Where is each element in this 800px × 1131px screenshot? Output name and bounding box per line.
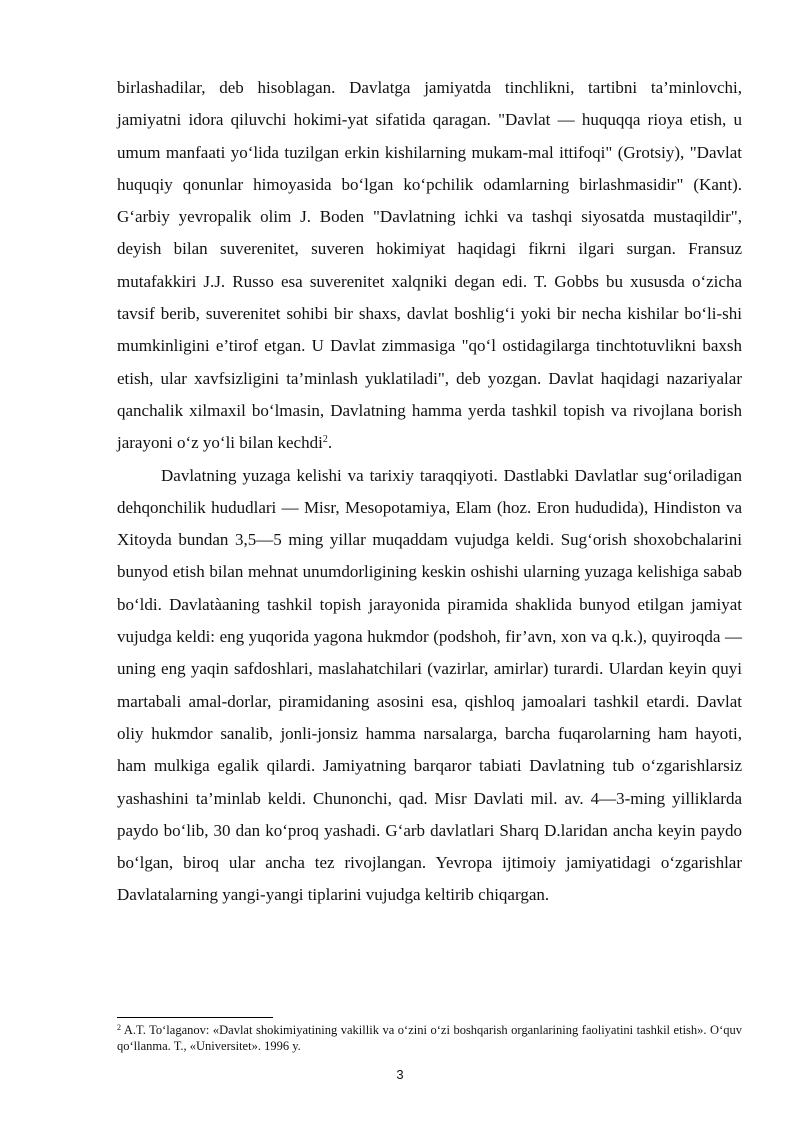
paragraph-2: Davlatning yuzaga kelishi va tarixiy taraqqiyoti. Dastlabki Davlatlar sug‘oriladigan dehqonchilik hududlari — Misr, Mesopotamiya, Elam (hoz. Eron hududida), Hindiston va Xitoyda bundan 3,5—5 ming yillar muqaddam vujudga keldi. Sug‘orish shoxobchalarini bunyod etish bilan mehnat unumdorligining keskin oshishi ularning yuzaga kelishiga sabab bo‘ldi. Davlatàaning tashkil topish jarayonida piramida shaklida bunyod etilgan jamiyat vujudga keldi: eng yuqorida yagona hukmdor (podshoh, fir’avn, xon va q.k.), quyiroqda — uning eng yaqin safdoshlari, maslahatchilari (vazirlar, amirlar) turardi. Ulardan keyin quyi martabali amal-dorlar, piramidaning asosini esa, qishloq jamoalari tashkil etardi. Davlat oliy hukmdor sanalib, jonli-jonsiz hamma narsalarga, barcha fuqarolarning ham hayoti, ham mulkiga egalik qilardi. Jamiyatning barqaror tabiati Davlatning tub o‘zgarishlarsiz yashashini ta’minlab keldi. Chunonchi, qad. Misr Davlati mil. av. 4—3-ming yilliklarda paydo bo‘lib, 30 dan ko‘proq yashadi. G‘arb davlatlari Sharq D.laridan ancha keyin paydo bo‘lgan, biroq ular ancha tez rivojlangan. Yevropa ijtimoiy jamiyatidagi o‘zgarishlar Davlatalarning yangi-yangi tiplarini vujudga keltirib chiqargan.: [117, 465, 742, 905]
paragraph-1: [117, 72, 742, 460]
page-number: 3: [396, 1067, 404, 1082]
paragraph-1-text: birlashadilar, deb hisoblagan. Davlatga jamiyatda tinchlikni, tartibni ta’minlovchi, jamiyatni idora qiluvchi hokimi-yat sifatida qaragan. "Davlat — huquqqa rioya etish, u umum manfaati yo‘lida tuzilgan erkin kishilarning mukam-mal ittifoqi" (Grotsiy), "Davlat huquqiy qonunlar himoyasida bo‘lgan ko‘pchilik odamlarning birlashmasidir" (Kant). G‘arbiy yevropalik olim J. Boden "Davlatning ichki va tashqi siyosatda mustaqildir", deyish bilan suverenitet, suveren hokimiyat haqidagi fikrni ilgari surgan. Fransuz mutafakkiri J.J. Russo esa suverenitet xalqniki degan edi. T. Gobbs bu xususda o‘zicha tavsif berib, suverenitet sohibi bir shaxs, davlat boshlig‘i yoki bir necha kishilar bo‘li-shi mumkinligini e’tirof etgan. U Davlat zimmasiga "qo‘l ostidagilarga tinchtotuvlikni baxsh etish, ular xavfsizligini ta’minlash yuklatiladi", deb yozgan. Davlat haqidagi nazariyalar qanchalik xilmaxil bo‘lmasin, Davlatning hamma yerda tashkil topish va rivojlana borish jarayoni o‘z yo‘li bilan kechdi: [117, 78, 742, 453]
footnote-separator: [117, 1017, 273, 1018]
footnote: [117, 1022, 742, 1054]
footnote-text: A.T. To‘laganov: «Davlat shokimiyatining vakillik va o‘zini o‘zi boshqarish organlarining faoliyatini tashkil etish». O‘quv qo‘llanma. T., «Universitet». 1996 y.: [117, 1023, 742, 1053]
footnote-reference: 2: [322, 434, 328, 446]
footnote-marker: 2: [117, 1023, 121, 1032]
paragraph-1-end: .: [327, 433, 333, 453]
body-text: [117, 72, 742, 912]
